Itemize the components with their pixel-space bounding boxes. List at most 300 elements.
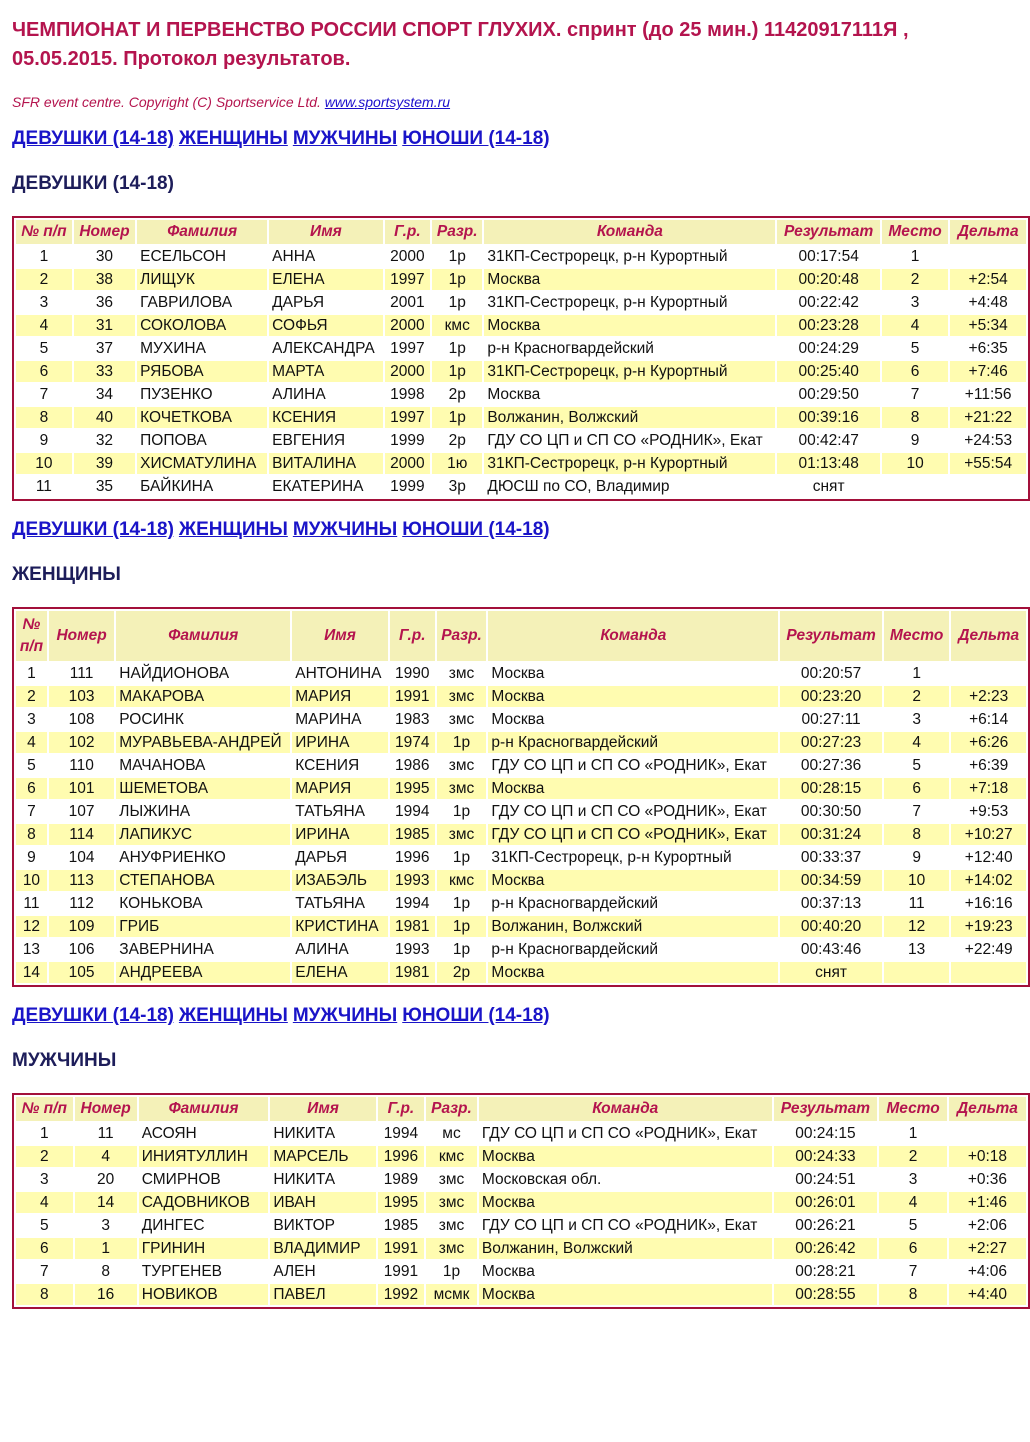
table-cell: 8 — [75, 1261, 137, 1282]
table-cell: Московская обл. — [479, 1169, 772, 1190]
table-cell: КРИСТИНА — [292, 916, 388, 937]
table-cell: змс — [426, 1192, 477, 1213]
table-cell: 1997 — [385, 269, 430, 290]
table-cell: Москва — [488, 686, 778, 707]
table-cell: 00:20:57 — [780, 663, 882, 684]
table-cell: 1994 — [390, 801, 435, 822]
table-cell: АННА — [269, 246, 383, 267]
column-header: Разр. — [432, 220, 482, 244]
table-cell: ЛИЩУК — [137, 269, 267, 290]
table-cell: +7:46 — [950, 361, 1026, 382]
table-row — [16, 1123, 1026, 1144]
table-cell: 1974 — [390, 732, 435, 753]
table-cell: мс — [426, 1123, 477, 1144]
table-cell: 32 — [74, 430, 135, 451]
table-cell: р-н Красногвардейский — [488, 939, 778, 960]
table-cell: 34 — [74, 384, 135, 405]
column-header: Разр. — [426, 1097, 477, 1121]
table-cell: ДАРЬЯ — [292, 847, 388, 868]
table-cell: 10 — [16, 870, 47, 891]
table-cell: 5 — [882, 338, 948, 359]
table-cell: ТУРГЕНЕВ — [139, 1261, 269, 1282]
table-row — [16, 453, 1026, 474]
column-header: Результат — [777, 220, 879, 244]
table-row — [16, 801, 1026, 822]
table-cell: 3 — [882, 292, 948, 313]
table-cell: 9 — [16, 847, 47, 868]
table-cell: кмс — [432, 315, 482, 336]
table-cell: Волжанин, Волжский — [484, 407, 775, 428]
table-cell: 00:33:37 — [780, 847, 882, 868]
table-cell: 1 — [75, 1238, 137, 1259]
table-cell: змс — [437, 663, 487, 684]
table-cell: +5:34 — [950, 315, 1026, 336]
table-cell — [951, 663, 1026, 684]
category-nav — [12, 128, 1030, 155]
table-cell: 1 — [884, 663, 950, 684]
table-row — [16, 939, 1026, 960]
table-cell: СТЕПАНОВА — [116, 870, 290, 891]
table-cell: НОВИКОВ — [139, 1284, 269, 1305]
table-cell: 6 — [16, 778, 47, 799]
column-header: Фамилия — [116, 611, 290, 661]
column-header: Результат — [774, 1097, 878, 1121]
table-cell: 108 — [49, 709, 114, 730]
table-cell: +19:23 — [951, 916, 1026, 937]
table-row — [16, 1146, 1026, 1167]
table-row — [16, 1284, 1026, 1305]
nav-muzhchiny-link[interactable]: МУЖЧИНЫ — [292, 128, 398, 149]
column-header: Номер — [75, 1097, 137, 1121]
table-cell: р-н Красногвардейский — [488, 893, 778, 914]
table-cell: ИВАН — [270, 1192, 375, 1213]
table-cell: 1 — [16, 246, 72, 267]
table-cell: 12 — [16, 916, 47, 937]
table-row — [16, 663, 1026, 684]
table-cell: 00:29:50 — [777, 384, 879, 405]
nav-zhenshchiny-link[interactable]: ЖЕНЩИНЫ — [178, 519, 288, 540]
table-cell: 103 — [49, 686, 114, 707]
table-cell: 5 — [16, 338, 72, 359]
column-header: Имя — [269, 220, 383, 244]
table-cell: 1991 — [378, 1261, 424, 1282]
table-cell: змс — [437, 709, 487, 730]
table-cell: 33 — [74, 361, 135, 382]
table-cell: 1997 — [385, 407, 430, 428]
table-cell: 00:43:46 — [780, 939, 882, 960]
table-cell: 1р — [432, 361, 482, 382]
nav-muzhchiny-link[interactable]: МУЖЧИНЫ — [292, 519, 398, 540]
table-row — [16, 315, 1026, 336]
table-cell: 101 — [49, 778, 114, 799]
table-cell — [882, 476, 948, 497]
table-cell: 00:28:55 — [774, 1284, 878, 1305]
table-cell: 1990 — [390, 663, 435, 684]
table-cell: 1994 — [378, 1123, 424, 1144]
table-cell: 5 — [16, 1215, 73, 1236]
table-cell: Москва — [488, 709, 778, 730]
table-cell: ШЕМЕТОВА — [116, 778, 290, 799]
table-cell: р-н Красногвардейский — [488, 732, 778, 753]
table-cell: ДАРЬЯ — [269, 292, 383, 313]
table-cell: СОФЬЯ — [269, 315, 383, 336]
table-cell: 31КП-Сестрорецк, р-н Курортный — [484, 453, 775, 474]
table-cell: 6 — [879, 1238, 947, 1259]
table-cell: Москва — [488, 663, 778, 684]
table-cell: +6:14 — [951, 709, 1026, 730]
table-row — [16, 709, 1026, 730]
table-cell: 1р — [437, 732, 487, 753]
table-row — [16, 847, 1026, 868]
table-row — [16, 686, 1026, 707]
table-cell: НИКИТА — [270, 1123, 375, 1144]
table-row — [16, 1192, 1026, 1213]
table-cell: ХИСМАТУЛИНА — [137, 453, 267, 474]
table-cell: ИРИНА — [292, 732, 388, 753]
table-cell: МАРИНА — [292, 709, 388, 730]
table-cell: 5 — [884, 755, 950, 776]
table-cell: ВИТАЛИНА — [269, 453, 383, 474]
table-cell: КОЧЕТКОВА — [137, 407, 267, 428]
table-cell: НИКИТА — [270, 1169, 375, 1190]
table-cell: 11 — [75, 1123, 137, 1144]
table-cell: 1р — [432, 407, 482, 428]
table-cell: ПОПОВА — [137, 430, 267, 451]
table-cell: 20 — [75, 1169, 137, 1190]
table-cell: 110 — [49, 755, 114, 776]
nav-zhenshchiny-link[interactable]: ЖЕНЩИНЫ — [178, 1005, 288, 1026]
table-header-row — [16, 611, 1026, 661]
table-cell: +0:36 — [949, 1169, 1026, 1190]
table-cell — [949, 1123, 1026, 1144]
table-cell: 36 — [74, 292, 135, 313]
copyright-line — [12, 94, 1030, 110]
table-cell: ГРИНИН — [139, 1238, 269, 1259]
table-cell: 1 — [879, 1123, 947, 1144]
table-cell: Москва — [479, 1284, 772, 1305]
table-cell: 16 — [75, 1284, 137, 1305]
table-cell: 31КП-Сестрорецк, р-н Курортный — [484, 292, 775, 313]
table-row — [16, 338, 1026, 359]
table-cell: Москва — [479, 1261, 772, 1282]
table-cell: 3 — [16, 292, 72, 313]
table-cell: МАРИЯ — [292, 778, 388, 799]
section-title: МУЖЧИНЫ — [12, 1050, 117, 1071]
table-cell: 31КП-Сестрорецк, р-н Курортный — [484, 361, 775, 382]
table-cell: 2001 — [385, 292, 430, 313]
table-cell: 37 — [74, 338, 135, 359]
table-cell: АЛЕКСАНДРА — [269, 338, 383, 359]
table-cell: 2 — [882, 269, 948, 290]
table-cell: кмс — [437, 870, 487, 891]
table-cell: АЛИНА — [269, 384, 383, 405]
table-cell: 7 — [882, 384, 948, 405]
table-cell: 102 — [49, 732, 114, 753]
table-cell: 4 — [16, 1192, 73, 1213]
table-cell: 00:22:42 — [777, 292, 879, 313]
table-cell: змс — [426, 1238, 477, 1259]
table-cell: 1995 — [378, 1192, 424, 1213]
table-cell: ЕВГЕНИЯ — [269, 430, 383, 451]
table-row — [16, 430, 1026, 451]
table-cell: 1 — [882, 246, 948, 267]
table-cell: +2:23 — [951, 686, 1026, 707]
column-header: Команда — [484, 220, 775, 244]
table-header-row — [16, 220, 1026, 244]
table-cell: ЛАПИКУС — [116, 824, 290, 845]
column-header: Место — [879, 1097, 947, 1121]
table-cell: ЕЛЕНА — [292, 962, 388, 983]
table-cell: 1 — [16, 663, 47, 684]
table-cell: 00:24:15 — [774, 1123, 878, 1144]
table-cell — [950, 246, 1026, 267]
table-cell: НАЙДИОНОВА — [116, 663, 290, 684]
table-cell: Москва — [484, 384, 775, 405]
table-cell: 1р — [432, 269, 482, 290]
table-cell: +12:40 — [951, 847, 1026, 868]
table-cell: АЛЕН — [270, 1261, 375, 1282]
table-cell: 31КП-Сестрорецк, р-н Курортный — [488, 847, 778, 868]
table-cell: змс — [426, 1215, 477, 1236]
table-cell: 31КП-Сестрорецк, р-н Курортный — [484, 246, 775, 267]
column-header: Г.р. — [378, 1097, 424, 1121]
table-cell: снят — [780, 962, 882, 983]
table-row — [16, 476, 1026, 497]
table-cell: РЯБОВА — [137, 361, 267, 382]
table-cell: ВЛАДИМИР — [270, 1238, 375, 1259]
table-cell: ПАВЕЛ — [270, 1284, 375, 1305]
table-cell: 01:13:48 — [777, 453, 879, 474]
table-cell: 2000 — [385, 315, 430, 336]
table-cell: 4 — [16, 315, 72, 336]
table-cell: 3 — [884, 709, 950, 730]
table-cell: 113 — [49, 870, 114, 891]
table-cell: ИЗАБЭЛЬ — [292, 870, 388, 891]
table-cell: 1996 — [378, 1146, 424, 1167]
table-row — [16, 755, 1026, 776]
table-cell: 1998 — [385, 384, 430, 405]
table-cell: 00:20:48 — [777, 269, 879, 290]
table-cell: ИРИНА — [292, 824, 388, 845]
table-cell: ЛЫЖИНА — [116, 801, 290, 822]
table-cell — [950, 476, 1026, 497]
table-cell: 40 — [74, 407, 135, 428]
table-cell: АНТОНИНА — [292, 663, 388, 684]
table-cell: 00:28:21 — [774, 1261, 878, 1282]
column-header: Место — [882, 220, 948, 244]
section-title: ЖЕНЩИНЫ — [12, 564, 121, 585]
table-cell: 1983 — [390, 709, 435, 730]
table-cell: 1р — [426, 1261, 477, 1282]
table-cell: 00:23:20 — [780, 686, 882, 707]
table-cell: 00:27:11 — [780, 709, 882, 730]
table-cell: 14 — [16, 962, 47, 983]
column-header: Фамилия — [139, 1097, 269, 1121]
nav-yunoshi-link[interactable]: ЮНОШИ (14-18) — [402, 1005, 550, 1026]
table-cell: 00:24:33 — [774, 1146, 878, 1167]
page-title: ЧЕМПИОНАТ И ПЕРВЕНСТВО РОССИИ СПОРТ ГЛУХИХ. спринт (до 25 мин.) 11420917111Я , 05.05.2015. Протокол результатов. — [12, 19, 909, 70]
table-row — [16, 361, 1026, 382]
table-cell: 00:17:54 — [777, 246, 879, 267]
table-cell: ГДУ СО ЦП и СП СО «РОДНИК», Екат — [488, 824, 778, 845]
results-content — [12, 128, 1030, 1309]
table-row — [16, 1169, 1026, 1190]
results-table — [12, 216, 1030, 501]
table-cell: 1р — [432, 338, 482, 359]
table-row — [16, 824, 1026, 845]
table-cell: +10:27 — [951, 824, 1026, 845]
column-header: Команда — [488, 611, 778, 661]
table-cell: 1999 — [385, 476, 430, 497]
table-cell: 2 — [884, 686, 950, 707]
table-cell: Москва — [488, 870, 778, 891]
table-cell: 14 — [75, 1192, 137, 1213]
table-cell: 8 — [16, 1284, 73, 1305]
table-cell: 00:24:29 — [777, 338, 879, 359]
table-cell: БАЙКИНА — [137, 476, 267, 497]
table-cell: мсмк — [426, 1284, 477, 1305]
table-cell: 1р — [437, 847, 487, 868]
table-cell: 3р — [432, 476, 482, 497]
table-cell: ЕЛЕНА — [269, 269, 383, 290]
table-cell: 8 — [879, 1284, 947, 1305]
table-cell: 1р — [437, 893, 487, 914]
table-row — [16, 246, 1026, 267]
table-header-row — [16, 1097, 1026, 1121]
table-cell: 7 — [884, 801, 950, 822]
table-cell: 11 — [16, 476, 72, 497]
table-cell: 4 — [16, 732, 47, 753]
table-cell: +2:27 — [949, 1238, 1026, 1259]
table-cell: 2 — [16, 269, 72, 290]
table-cell: ГДУ СО ЦП и СП СО «РОДНИК», Екат — [484, 430, 775, 451]
table-cell: РОСИНК — [116, 709, 290, 730]
table-cell: ЗАВЕРНИНА — [116, 939, 290, 960]
table-cell: САДОВНИКОВ — [139, 1192, 269, 1213]
column-header: Имя — [270, 1097, 375, 1121]
table-cell: 7 — [879, 1261, 947, 1282]
table-row — [16, 407, 1026, 428]
table-cell: 1р — [437, 916, 487, 937]
table-cell: 39 — [74, 453, 135, 474]
table-cell: 111 — [49, 663, 114, 684]
table-cell: 2 — [879, 1146, 947, 1167]
table-row — [16, 962, 1026, 983]
table-row — [16, 916, 1026, 937]
table-cell: 5 — [879, 1215, 947, 1236]
table-cell: +4:40 — [949, 1284, 1026, 1305]
category-nav — [12, 519, 1030, 546]
table-cell: 1981 — [390, 962, 435, 983]
table-cell: ГДУ СО ЦП и СП СО «РОДНИК», Екат — [479, 1215, 772, 1236]
table-cell: ВИКТОР — [270, 1215, 375, 1236]
nav-devushki-link[interactable]: ДЕВУШКИ (14-18) — [12, 128, 174, 149]
column-header: № п/п — [16, 220, 72, 244]
table-cell: 00:28:15 — [780, 778, 882, 799]
table-cell: 8 — [882, 407, 948, 428]
nav-yunoshi-link[interactable]: ЮНОШИ (14-18) — [402, 128, 550, 149]
table-cell: +4:48 — [950, 292, 1026, 313]
table-cell: 4 — [75, 1146, 137, 1167]
table-cell: +21:22 — [950, 407, 1026, 428]
section-title: ДЕВУШКИ (14-18) — [12, 173, 174, 194]
table-cell: 1992 — [378, 1284, 424, 1305]
table-cell: +14:02 — [951, 870, 1026, 891]
table-cell: 11 — [16, 893, 47, 914]
table-cell: Москва — [479, 1192, 772, 1213]
table-cell — [884, 962, 950, 983]
table-cell: СМИРНОВ — [139, 1169, 269, 1190]
table-cell: АЛИНА — [292, 939, 388, 960]
table-cell: ДИНГЕС — [139, 1215, 269, 1236]
table-cell: 1р — [437, 801, 487, 822]
category-nav — [12, 1005, 1030, 1032]
table-cell: МАРТА — [269, 361, 383, 382]
nav-yunoshi-link[interactable]: ЮНОШИ (14-18) — [402, 519, 550, 540]
table-cell: 10 — [882, 453, 948, 474]
table-cell: 1р — [432, 292, 482, 313]
table-cell: 3 — [75, 1215, 137, 1236]
table-cell: 1981 — [390, 916, 435, 937]
table-cell: змс — [437, 778, 487, 799]
table-cell: р-н Красногвардейский — [484, 338, 775, 359]
nav-zhenshchiny-link[interactable]: ЖЕНЩИНЫ — [178, 128, 288, 149]
table-cell: Москва — [484, 315, 775, 336]
nav-devushki-link[interactable]: ДЕВУШКИ (14-18) — [12, 519, 174, 540]
table-row — [16, 870, 1026, 891]
table-cell: снят — [777, 476, 879, 497]
table-cell: 00:25:40 — [777, 361, 879, 382]
table-cell: 1р — [432, 246, 482, 267]
column-header: Место — [884, 611, 950, 661]
table-cell: 1991 — [378, 1238, 424, 1259]
nav-muzhchiny-link[interactable]: МУЖЧИНЫ — [292, 1005, 398, 1026]
table-cell: ГАВРИЛОВА — [137, 292, 267, 313]
sportsystem-link[interactable]: www.sportsystem.ru — [324, 94, 451, 110]
table-cell: 00:26:21 — [774, 1215, 878, 1236]
table-cell: ЕСЕЛЬСОН — [137, 246, 267, 267]
table-cell: МАРИЯ — [292, 686, 388, 707]
table-cell: ДЮСШ по СО, Владимир — [484, 476, 775, 497]
table-cell: 2000 — [385, 246, 430, 267]
table-cell: 13 — [16, 939, 47, 960]
table-cell: 105 — [49, 962, 114, 983]
table-cell: 1986 — [390, 755, 435, 776]
table-cell: 6 — [16, 1238, 73, 1259]
column-header: Г.р. — [390, 611, 435, 661]
copyright-text: SFR event centre. Copyright (C) Sportservice Ltd. — [12, 94, 321, 110]
table-cell: МАРСЕЛЬ — [270, 1146, 375, 1167]
column-header: № п/п — [16, 611, 47, 661]
table-cell: 00:27:36 — [780, 755, 882, 776]
table-cell: 00:39:16 — [777, 407, 879, 428]
table-cell: +1:46 — [949, 1192, 1026, 1213]
table-cell: 2 — [16, 1146, 73, 1167]
nav-devushki-link[interactable]: ДЕВУШКИ (14-18) — [12, 1005, 174, 1026]
table-cell: 2р — [432, 430, 482, 451]
column-header: Г.р. — [385, 220, 430, 244]
table-row — [16, 893, 1026, 914]
table-cell: 1993 — [390, 870, 435, 891]
table-cell: 35 — [74, 476, 135, 497]
table-cell: 31 — [74, 315, 135, 336]
table-cell: КСЕНИЯ — [269, 407, 383, 428]
table-cell: 114 — [49, 824, 114, 845]
table-cell: 112 — [49, 893, 114, 914]
table-cell: 1 — [16, 1123, 73, 1144]
table-cell: 00:42:47 — [777, 430, 879, 451]
table-cell: 2000 — [385, 453, 430, 474]
